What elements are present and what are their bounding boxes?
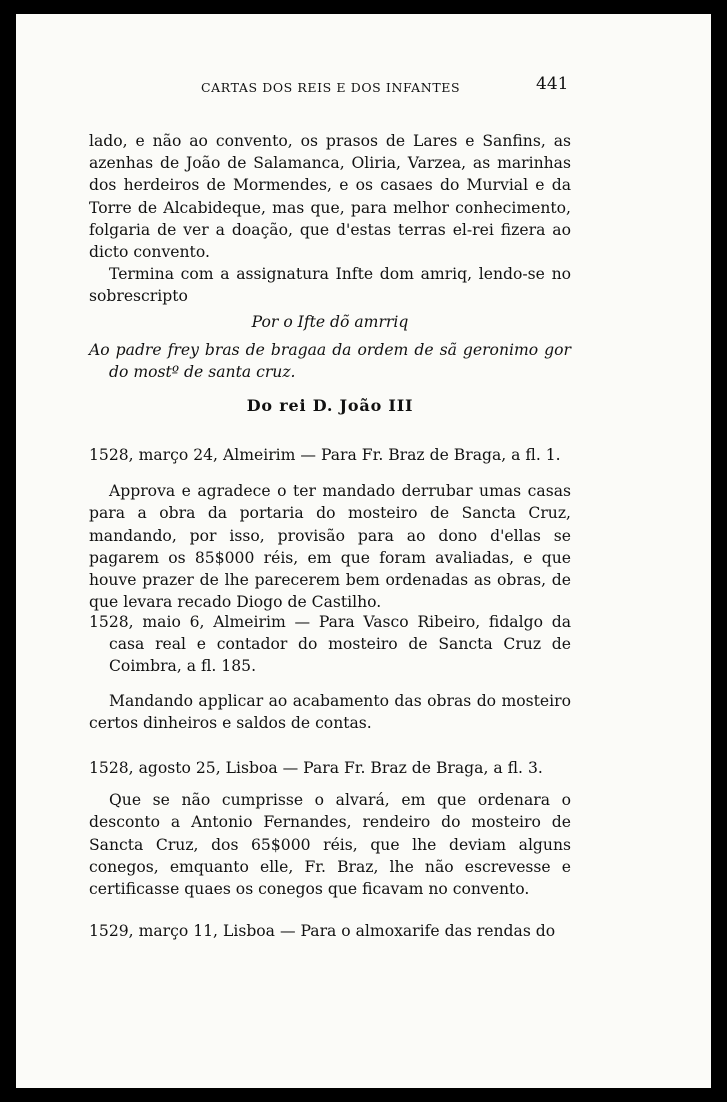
entry-3-heading: 1528, agosto 25, Lisboa — Para Fr. Braz de Braga, a fl. 3. [89, 759, 543, 777]
entry-2-heading: 1528, maio 6, Almeirim — Para Vasco Ribeiro, fidalgo da casa real e contador do mosteiro de Sancta Cruz de Coimbra, a fl. 185. [89, 613, 571, 676]
entry-1 [89, 444, 571, 613]
signature-line: Termina com a assignatura Infte dom amriq, lendo-se no sobrescripto [89, 265, 571, 306]
entry-4 [89, 920, 571, 942]
opening-block [89, 130, 571, 383]
running-title: CARTAS DOS REIS E DOS INFANTES [201, 80, 461, 95]
document-page [16, 14, 711, 1088]
entry-2-summary: Mandando applicar ao acabamento das obras do mosteiro certos dinheiros e saldos de contas. [89, 691, 571, 732]
entry-4-heading: 1529, março 11, Lisboa — Para o almoxarife das rendas do [89, 922, 556, 940]
entry-1-summary: Approva e agradece o ter mandado derrubar umas casas para a obra da portaria do mosteiro de Sancta Cruz, mandando, por isso, provisão para ao dono d'ellas se pagarem os 85$000 réis, em que foram avaliadas, e que houve prazer de lhe parecerem bem ordenadas as obras, de que levara recado Diogo de Castilho. [89, 482, 571, 612]
address-line: Ao padre frey bras de bragaa da ordem de sã geronimo gor do mostº de santa cruz. [89, 340, 571, 382]
entry-1-heading: 1528, março 24, Almeirim — Para Fr. Braz de Braga, a fl. 1. [89, 446, 561, 464]
entry-3-summary: Que se não cumprisse o alvará, em que ordenara o desconto a Antonio Fernandes, rendeiro do mosteiro de Sancta Cruz, dos 65$000 réis, que lhe deviam alguns conegos, emquanto elle, Fr. Braz, lhe não escrevesse e certificasse quaes os conegos que ficavam no convento. [89, 791, 571, 899]
superscription: Por o Ifte dõ amrriq [251, 312, 409, 331]
page-number: 441 [536, 74, 569, 94]
section-heading: Do rei D. João III [246, 396, 414, 415]
opening-paragraph: lado, e não ao convento, os prasos de Lares e Sanfins, as azenhas de João de Salamanca, Oliria, Varzea, as marinhas dos herdeiros de Mormendes, e os casaes do Murvial e da Torre de Alcabideque, mas que, para melhor conhecimento, folgaria de ver a doação, que d'estas terras el-rei fizera ao dicto convento. [89, 132, 571, 262]
entry-2 [89, 611, 571, 734]
entry-3 [89, 757, 571, 900]
